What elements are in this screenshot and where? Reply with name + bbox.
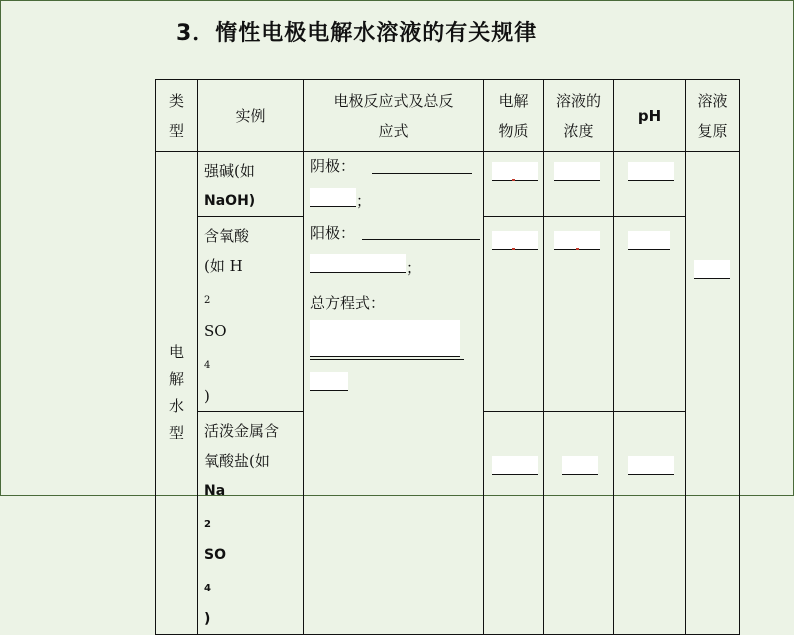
header-ph: pH [614, 80, 686, 152]
concentration-blank-2[interactable] [544, 217, 614, 412]
concentration-blank-3[interactable] [544, 412, 614, 635]
header-reaction: 电极反应式及总反 应式 [304, 80, 484, 152]
anode-blank-2[interactable] [310, 254, 406, 273]
ph-blank-3[interactable] [614, 412, 686, 635]
example-salt: 活泼金属含 氧酸盐(如 Na $_2$ SO $_4$ ) [198, 412, 304, 635]
substance-blank-2[interactable] [484, 217, 544, 412]
header-row [156, 80, 740, 152]
header-restore: 溶液 复原 [686, 80, 740, 152]
substance-blank-1[interactable] [484, 152, 544, 217]
header-concentration: 溶液的 浓度 [544, 80, 614, 152]
overall-blank[interactable] [310, 320, 460, 357]
cathode-blank[interactable] [372, 172, 472, 174]
overall-label: 总方程式： [310, 294, 386, 312]
cathode-label: 阴极： [310, 157, 356, 175]
overall-blank-2[interactable] [310, 372, 348, 391]
concentration-blank-1[interactable] [544, 152, 614, 217]
example-oxyacid: 含氧酸 (如 H $_2$ SO $_4$ ) [198, 217, 304, 412]
header-type: 类 型 [156, 80, 198, 152]
table-row-strong-base [156, 152, 740, 217]
type-cell: 电 解 水 型 [156, 152, 198, 635]
anode-label: 阳极： [310, 224, 356, 242]
anode-blank[interactable] [362, 238, 480, 240]
reaction-cell: 阴极： ； 阳极： ； 总方程式： [304, 152, 484, 635]
page-title: 3．惰性电极电解水溶液的有关规律 [176, 21, 538, 46]
restore-blank[interactable] [686, 152, 740, 635]
header-example: 实例 [198, 80, 304, 152]
example-strong-base: 强碱(如 NaOH) [198, 152, 304, 217]
cathode-blank-2[interactable] [310, 188, 356, 207]
electrolysis-table [155, 79, 740, 635]
ph-blank-2[interactable] [614, 217, 686, 412]
ph-blank-1[interactable] [614, 152, 686, 217]
header-substance: 电解 物质 [484, 80, 544, 152]
substance-blank-3[interactable] [484, 412, 544, 635]
